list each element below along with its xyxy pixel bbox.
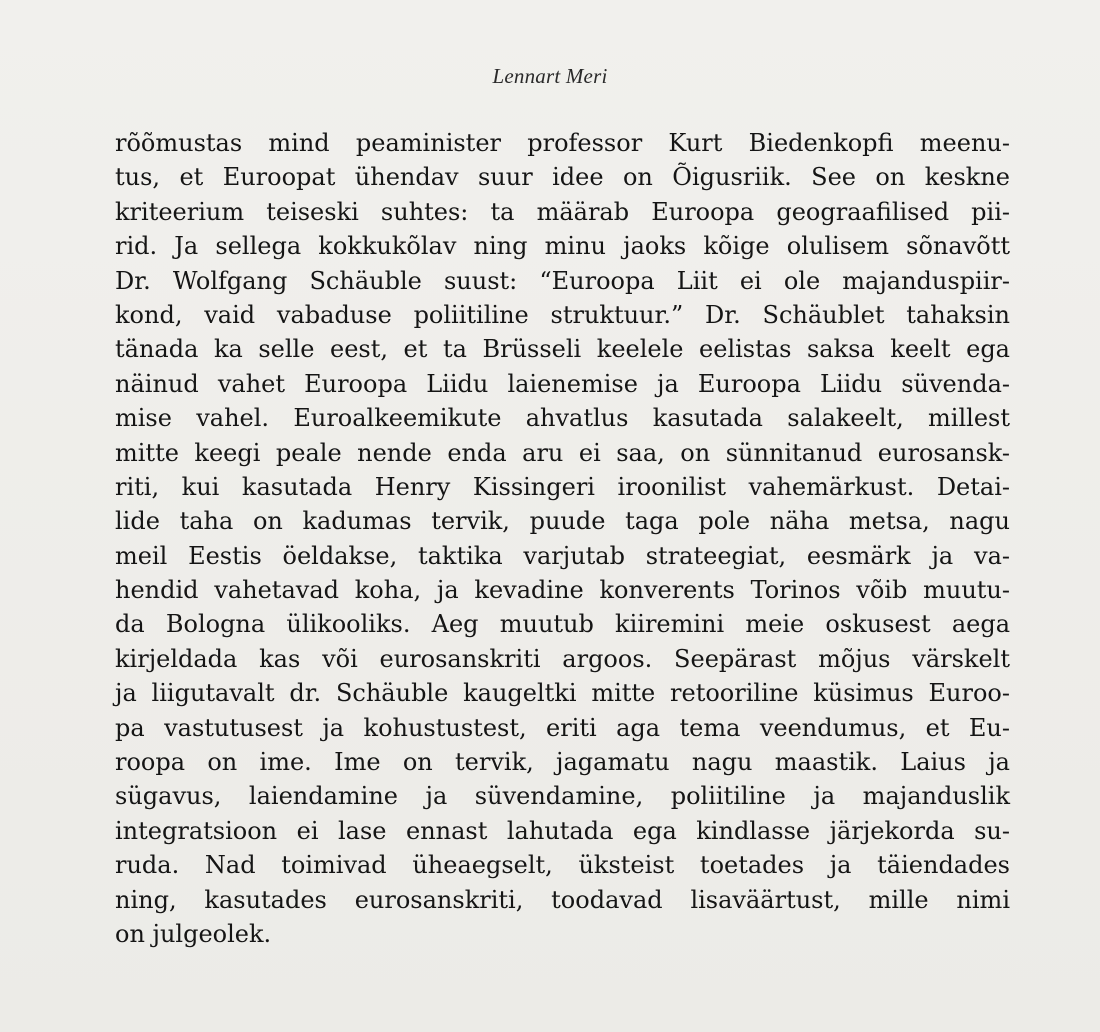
text-line: on julgeolek. (115, 919, 272, 948)
text-line: ning, kasutades eurosanskriti, toodavad lisaväärtust, mille nimi (115, 885, 1010, 914)
text-line: tänada ka selle eest, et ta Brüsseli keelele eelistas saksa keelt ega (115, 335, 1010, 364)
text-line: näinud vahet Euroopa Liidu laienemise ja Euroopa Liidu süvenda- (115, 369, 1010, 398)
text-line: riti, kui kasutada Henry Kissingeri iroonilist vahemärkust. Detai- (115, 472, 1010, 501)
text-line: tus, et Euroopat ühendav suur idee on Õigusriik. See on keskne (115, 163, 1010, 192)
text-line: sügavus, laiendamine ja süvendamine, poliitiline ja majanduslik (115, 782, 1010, 811)
text-line: lide taha on kadumas tervik, puude taga pole näha metsa, nagu (115, 507, 1010, 536)
text-line: meil Eestis öeldakse, taktika varjutab strateegiat, eesmärk ja va- (115, 541, 1010, 570)
running-head: Lennart Meri (492, 64, 608, 88)
text-line: mise vahel. Euroalkeemikute ahvatlus kasutada salakeelt, millest (115, 404, 1010, 433)
text-line: rõõmustas mind peaminister professor Kurt Biedenkopfi meenu- (115, 129, 1010, 157)
text-line: kriteerium teiseski suhtes: ta määrab Euroopa geograafilised pii- (115, 197, 1010, 226)
text-line: roopa on ime. Ime on tervik, jagamatu nagu maastik. Laius ja (115, 748, 1010, 777)
text-line: kirjeldada kas või eurosanskriti argoos. Seepärast mõjus värskelt (115, 644, 1010, 673)
text-line: Dr. Wolfgang Schäuble suust: “Euroopa Liit ei ole majanduspiir- (115, 266, 1010, 295)
text-line: ruda. Nad toimivad üheaegselt, üksteist toetades ja täiendades (115, 851, 1010, 880)
text-line: mitte keegi peale nende enda aru ei saa, on sünnitanud eurosansk- (115, 438, 1010, 467)
body-text (115, 126, 1010, 951)
text-line: kond, vaid vabaduse poliitiline struktuur.” Dr. Schäublet tahaksin (115, 300, 1010, 329)
text-line: integratsioon ei lase ennast lahutada ega kindlasse järjekorda su- (115, 816, 1010, 845)
text-line: rid. Ja sellega kokkukõlav ning minu jaoks kõige olulisem sõnavõtt (115, 232, 1010, 261)
text-line: pa vastutusest ja kohustustest, eriti aga tema veendumus, et Eu- (115, 713, 1010, 742)
text-line: hendid vahetavad koha, ja kevadine konverents Torinos võib muutu- (115, 576, 1010, 605)
text-line: ja liigutavalt dr. Schäuble kaugeltki mitte retooriline küsimus Euroo- (115, 679, 1010, 708)
text-line: da Bologna ülikooliks. Aeg muutub kiiremini meie oskusest aega (115, 610, 1010, 639)
